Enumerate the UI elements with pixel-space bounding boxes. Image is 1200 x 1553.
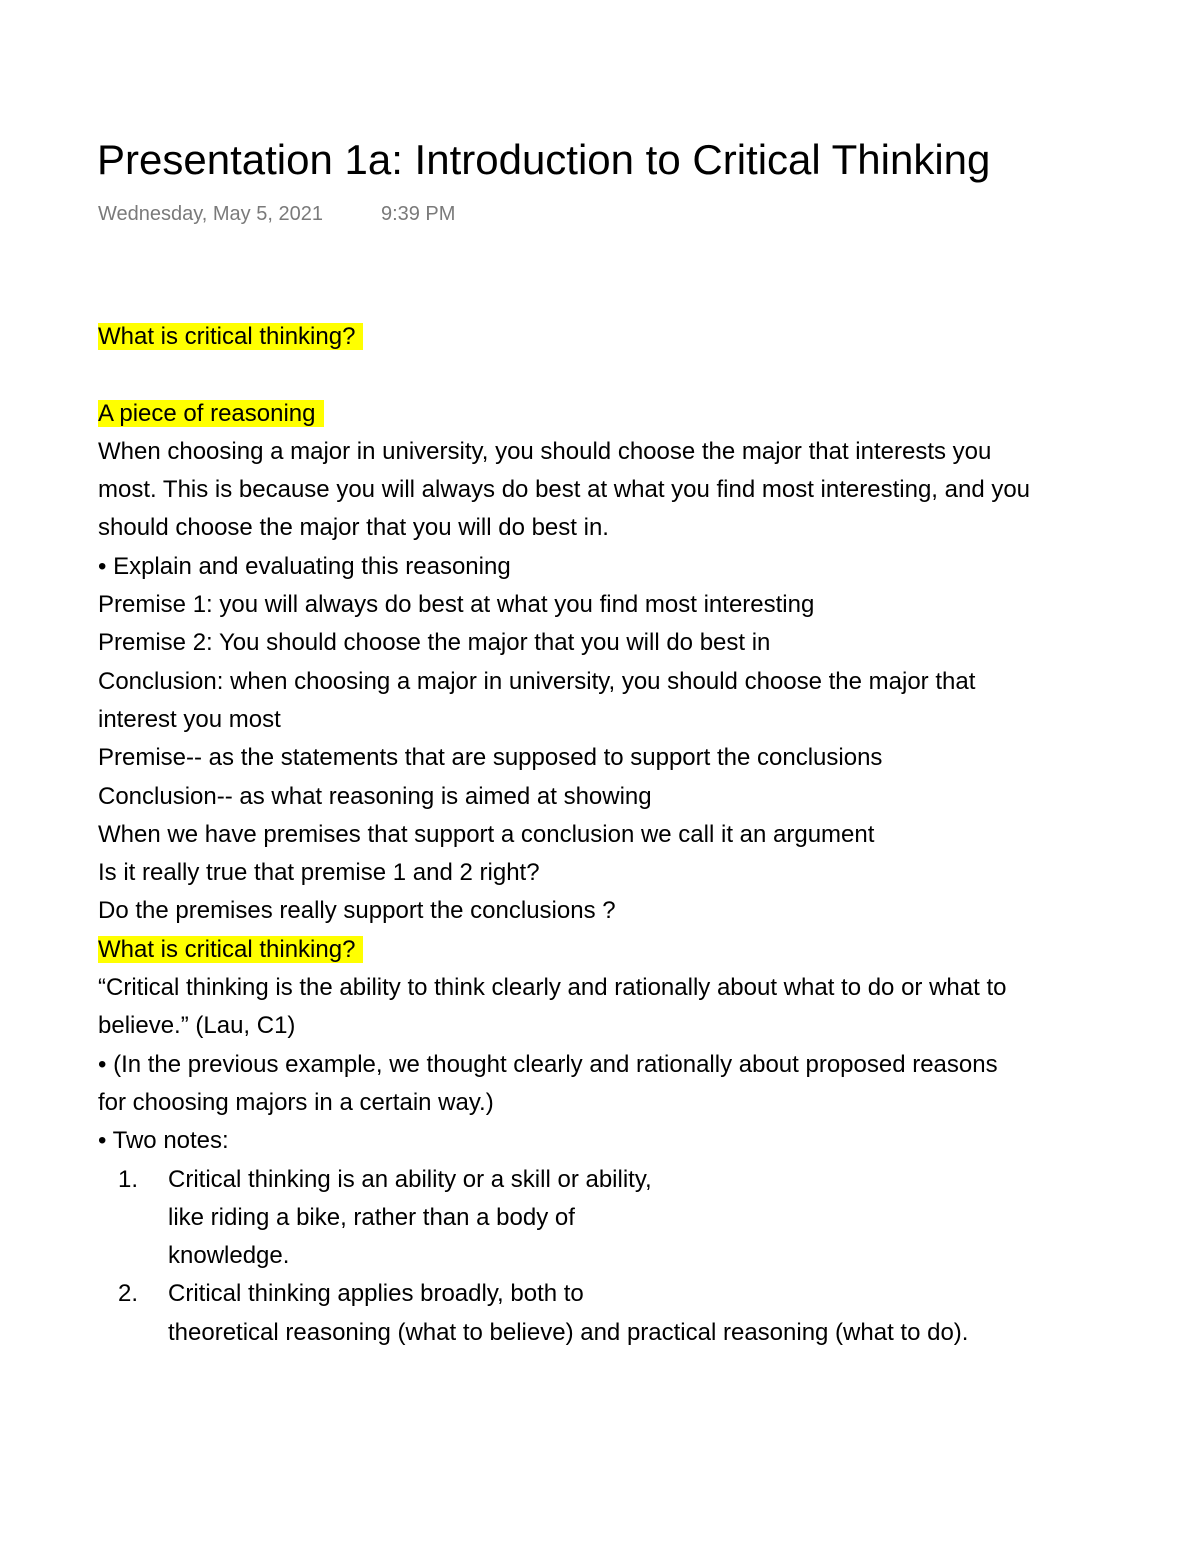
quote-line: “Critical thinking is the ability to think clearly and rationally about what to do or what to (98, 974, 1007, 1002)
note-body[interactable] (98, 318, 1200, 1352)
conclusion-line: Conclusion: when choosing a major in university, you should choose the major that (98, 667, 976, 695)
text-line: interest you most (98, 705, 281, 733)
bullet-line: • Explain and evaluating this reasoning (98, 552, 511, 580)
numbered-list-item (98, 1275, 1200, 1352)
list-number: 2. (118, 1280, 139, 1308)
heading-what-is-critical-thinking (98, 318, 1200, 356)
note-time: 9:39 PM (380, 203, 456, 225)
list-item-line: knowledge. (168, 1242, 290, 1270)
bullet-line: • (In the previous example, we thought clearly and rationally about proposed reasons (98, 1050, 998, 1078)
list-number: 1. (118, 1165, 139, 1193)
text-line: Is it really true that premise 1 and 2 right? (98, 859, 540, 887)
list-item-line: theoretical reasoning (what to believe) and practical reasoning (what to do). (168, 1318, 969, 1346)
text-line: Do the premises really support the conclusions ? (98, 897, 616, 925)
numbered-list-item (98, 1161, 1200, 1276)
note-timestamp (98, 200, 455, 228)
list-item-line: Critical thinking applies broadly, both to (168, 1280, 584, 1308)
text-line: Conclusion-- as what reasoning is aimed at showing (98, 782, 652, 810)
text-line: When we have premises that support a conclusion we call it an argument (98, 820, 875, 848)
bullet-line: • Two notes: (98, 1127, 229, 1155)
highlighted-text: What is critical thinking? (98, 936, 363, 963)
text-line: When choosing a major in university, you should choose the major that interests you (98, 437, 992, 465)
text-line: Premise-- as the statements that are supposed to support the conclusions (98, 744, 883, 772)
quote-line: believe.” (Lau, C1) (98, 1012, 296, 1040)
heading-what-is-critical-thinking-2 (98, 931, 1200, 969)
list-item-line: like riding a bike, rather than a body of (168, 1203, 575, 1231)
note-date: Wednesday, May 5, 2021 (98, 203, 323, 225)
highlighted-text: A piece of reasoning (98, 400, 324, 427)
premise-1-line: Premise 1: you will always do best at what you find most interesting (98, 591, 815, 619)
list-item-line: Critical thinking is an ability or a skill or ability, (168, 1165, 652, 1193)
blank-line (98, 356, 1200, 394)
premise-2-line: Premise 2: You should choose the major that you will do best in (98, 629, 771, 657)
highlighted-text: What is critical thinking? (98, 323, 363, 350)
heading-piece-of-reasoning (98, 395, 1200, 433)
text-line: should choose the major that you will do best in. (98, 514, 609, 542)
text-line: most. This is because you will always do best at what you find most interesting, and you (98, 476, 1031, 504)
page-title: Presentation 1a: Introduction to Critical Thinking (97, 136, 991, 183)
text-line: for choosing majors in a certain way.) (98, 1088, 494, 1116)
